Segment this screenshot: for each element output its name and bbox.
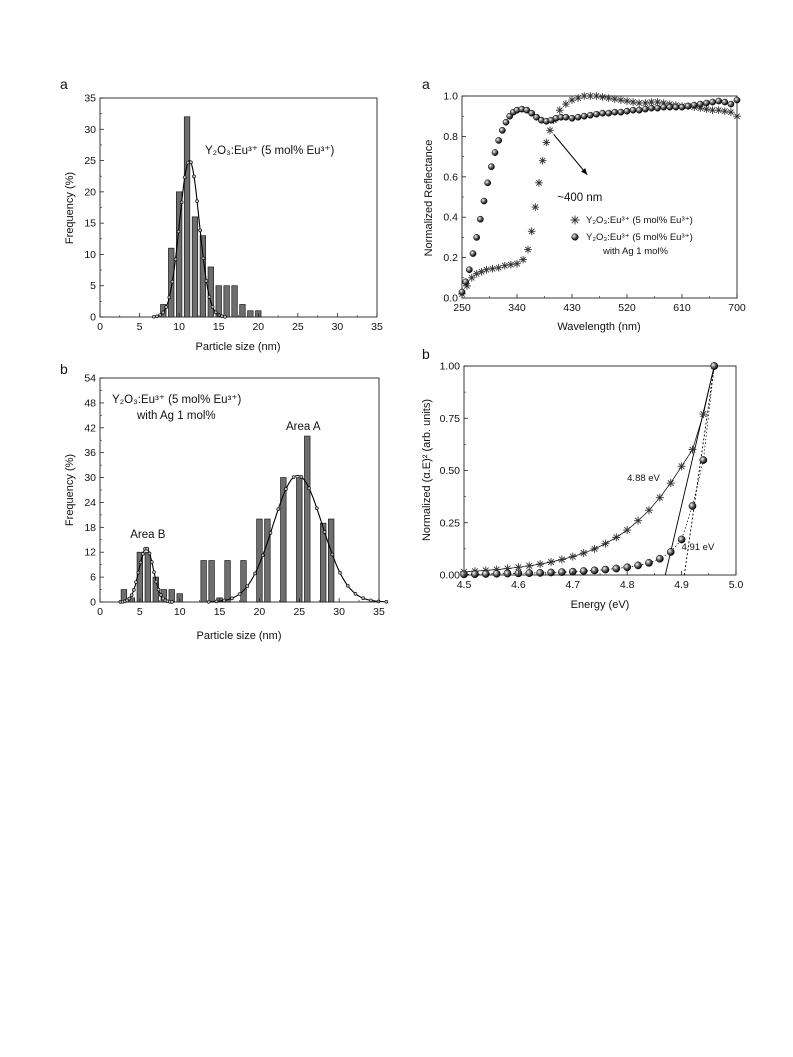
gaussian-fit-point [202,257,205,260]
plot-frame [100,98,377,317]
reflectance-point-ag [496,137,502,143]
gaussian-fit-point [246,585,249,588]
x-axis-title: Energy (eV) [570,599,630,611]
reflectance-point-ag [697,101,703,107]
x-tick-label: 10 [173,321,185,333]
tauc-point-ag [493,570,500,577]
gaussian-fit-point [153,571,156,574]
reflectance-point-ag [466,267,472,273]
gaussian-fit-point [141,552,144,555]
histogram-bar [145,552,151,602]
reflectance-point-ag [679,104,685,110]
reflectance-point-undoped [543,139,551,147]
tauc-point-undoped [536,560,544,568]
gaussian-fit-point [186,161,189,164]
x-tick-label: 5.0 [728,579,744,591]
tauc-point-ag [547,569,554,576]
gaussian-fit-point [132,588,135,591]
histogram-bar [241,561,247,602]
y-tick-label: 0.4 [443,211,458,224]
tauc-point-ag [645,559,652,566]
y-tick-label: 35 [84,92,96,105]
histogram-bar [265,519,271,602]
reflectance-point-undoped [513,260,521,268]
histogram-bar [257,519,263,602]
reflectance-point-undoped [495,264,503,272]
tauc-point-undoped [591,545,599,553]
reflectance-chart [420,78,750,348]
reflectance-point-undoped [532,203,540,211]
reflectance-point-ag [709,99,715,105]
gaussian-fit-point [128,597,131,600]
reflectance-point-ag [673,104,679,110]
reflectance-point-ag [488,164,494,170]
tauc-point-undoped [558,556,566,564]
area-label: Area B [130,528,166,541]
reflectance-point-ag [474,234,480,240]
tauc-point-ag [700,456,707,463]
x-tick-label: 35 [371,321,383,333]
x-tick-label: 15 [212,321,225,333]
gaussian-fit-point [308,487,311,490]
y-axis-title: Normalized (α.E)² (arb. units) [421,398,433,542]
panel-letter-b: b [60,361,68,377]
tauc-point-undoped [525,562,533,570]
y-tick-label: 30 [84,472,96,485]
gaussian-fit-point [292,476,295,479]
tauc-point-undoped [547,558,555,566]
annotation-text: ~400 nm [557,191,603,204]
gaussian-fit-point [139,561,142,564]
panel-letter-a-right: a [422,76,430,92]
reflectance-point-ag [477,216,483,222]
x-axis-title: Particle size (nm) [196,630,282,642]
tauc-point-ag [667,548,674,555]
gaussian-fit-point [207,600,210,603]
histogram-bar [184,117,190,317]
gaussian-fit-point [315,507,318,510]
reflectance-point-ag [485,180,491,186]
tauc-point-undoped [601,540,609,548]
tauc-point-ag [558,568,565,575]
gaussian-fit-point [346,584,349,587]
reflectance-point-undoped [546,127,554,135]
x-tick-label: 0 [97,321,103,333]
reflectance-point-ag [667,104,673,110]
histogram-a-plot [84,93,383,334]
tauc-series-line [464,366,714,572]
reflectance-point-ag [642,106,648,112]
reflectance-point-undoped [703,105,711,113]
gaussian-fit-point [196,200,199,203]
gaussian-fit-point [331,553,334,556]
gaussian-fit-point [277,508,280,511]
y-tick-label: 24 [84,496,96,509]
gaussian-fit-point [214,311,217,314]
x-tick-label: 30 [333,606,345,618]
reflectance-point-undoped [721,107,729,115]
legend-marker-ag [572,234,579,241]
x-tick-label: 4.6 [511,579,526,591]
panel-letter-b-right: b [422,346,430,362]
gaussian-fit-point [162,311,165,314]
tauc-point-ag [711,362,718,369]
gaussian-fit-point [323,530,326,533]
reflectance-point-undoped [535,179,543,187]
tauc-point-undoped [699,410,707,418]
histogram-bar [192,217,198,317]
reflectance-point-undoped [507,261,515,269]
reflectance-point-ag [581,113,587,119]
y-tick-label: 6 [90,571,96,584]
y-tick-label: 0.25 [439,517,460,530]
reflectance-point-ag [618,109,624,115]
histogram-bar [304,436,310,602]
reflectance-point-ag [661,104,667,110]
gaussian-fit-point [146,547,149,550]
gaussian-fit-point [385,600,388,603]
gaussian-fit-point [170,600,173,603]
x-tick-label: 4.8 [619,579,635,591]
histogram-bar [209,561,215,602]
gaussian-fit-point [180,201,183,204]
y-tick-label: 48 [84,397,96,410]
histogram-bar [328,519,334,602]
x-axis-title: Particle size (nm) [195,341,281,353]
reflectance-point-undoped [733,112,741,120]
reflectance-point-ag [587,112,593,118]
reflectance-point-undoped [654,98,662,106]
tauc-point-ag [624,564,631,571]
histogram-bar [296,478,302,602]
y-tick-label: 18 [84,521,96,534]
tauc-plot [440,361,744,592]
tauc-point-ag [504,570,511,577]
reflectance-point-ag [636,107,642,113]
reflectance-point-undoped [468,274,476,282]
x-tick-label: 5 [136,606,143,618]
y-tick-label: 0 [90,311,96,324]
reflectance-point-ag [648,105,654,111]
y-tick-label: 10 [84,248,96,261]
reflectance-point-undoped [593,92,601,100]
reflectance-point-ag [728,101,734,107]
reflectance-point-ag [499,127,505,133]
annotation-composition-line2: with Ag 1 mol% [137,410,216,422]
legend-label-ag-line2: with Ag 1 mol% [603,246,668,257]
gaussian-fit-point [199,229,202,232]
gaussian-fit-point [284,487,287,490]
gaussian-fit-point [261,554,264,557]
annotation-arrow-line [554,134,588,174]
gaussian-fit-point [148,552,151,555]
reflectance-point-ag [563,114,569,120]
gaussian-fit-point [193,175,196,178]
y-axis-title: Frequency (%) [64,453,76,527]
x-tick-label: 20 [253,606,266,618]
gaussian-fit-point [269,531,272,534]
gaussian-fit-point [177,230,180,233]
tauc-point-undoped [667,479,675,487]
gaussian-fit-point [254,572,257,575]
reflectance-point-ag [575,114,581,120]
tauc-point-ag [471,571,478,578]
reflectance-point-ag [630,107,636,113]
gaussian-fit-point [159,594,162,597]
tauc-series-line [464,366,714,574]
gaussian-fit-point [137,571,140,574]
reflectance-point-undoped [715,106,723,114]
tauc-point-ag [656,555,663,562]
gaussian-fit-point [223,599,226,602]
y-tick-label: 54 [84,372,96,385]
histogram-bar [225,561,231,602]
reflectance-point-ag [624,108,630,114]
x-tick-label: 4.7 [565,579,581,591]
reflectance-point-ag [716,98,722,104]
gaussian-fit-point [354,592,357,595]
x-tick-label: 430 [563,302,581,314]
tauc-point-ag [526,570,533,577]
gaussian-fit-point [220,315,223,318]
y-axis-title: Frequency (%) [64,171,76,245]
reflectance-point-undoped [519,256,527,264]
reflectance-point-undoped [611,95,619,103]
reflectance-point-ag [463,279,469,285]
reflectance-point-ag [691,102,697,108]
reflectance-point-undoped [599,93,607,101]
gaussian-fit-point [223,315,226,318]
x-tick-label: 4.5 [456,579,472,591]
reflectance-point-undoped [556,106,564,114]
reflectance-point-undoped [483,266,491,274]
tauc-point-undoped [656,494,664,502]
reflectance-point-undoped [623,97,631,105]
y-tick-label: 0.50 [439,465,460,477]
tauc-point-undoped [569,553,577,561]
y-tick-label: 0.75 [439,412,460,425]
reflectance-point-undoped [501,262,509,270]
x-axis-title: Wavelength (nm) [557,321,641,333]
tauc-point-undoped [634,517,642,525]
tauc-point-undoped [612,533,620,541]
reflectance-point-ag [470,250,476,256]
gaussian-fit-point [135,581,138,584]
gaussian-fit-point [208,295,211,298]
tauc-point-ag [602,566,609,573]
gaussian-fit-point [159,314,162,317]
x-tick-label: 4.9 [674,579,689,591]
y-tick-label: 1.0 [443,90,458,103]
tauc-chart [420,342,750,612]
annotation-composition: Y₂O₃:Eu³⁺ (5 mol% Eu³⁺) [205,145,335,157]
y-tick-label: 0.00 [439,569,460,582]
tauc-point-ag [482,570,489,577]
reflectance-point-ag [685,103,691,109]
bandgap-label: 4.88 eV [627,472,660,484]
x-tick-label: 520 [618,302,636,314]
reflectance-point-undoped [629,98,637,106]
histogram-a-chart [55,76,383,358]
x-tick-label: 0 [97,606,103,618]
bandgap-label: 4.91 eV [681,541,715,553]
histogram-b-plot [84,373,388,619]
x-tick-label: 340 [508,302,526,314]
reflectance-point-ag [612,109,618,115]
x-tick-label: 35 [373,606,385,618]
reflectance-point-undoped [605,94,613,102]
legend-marker-undoped [571,216,580,225]
tauc-point-ag [613,565,620,572]
reflectance-point-undoped [727,108,735,116]
x-tick-label: 20 [252,321,265,333]
legend-label-undoped: Y₂O₃:Eu³⁺ (5 mol% Eu³⁺) [586,215,693,226]
y-tick-label: 12 [84,546,96,559]
reflectance-point-ag [703,100,709,106]
reflectance-plot [443,91,746,315]
tauc-point-undoped [688,446,696,454]
histogram-b-chart [55,356,385,646]
y-tick-label: 5 [90,280,96,293]
gaussian-fit-point [189,161,192,164]
x-tick-label: 25 [292,321,304,333]
y-tick-label: 0.0 [443,292,458,305]
histogram-bar [224,286,230,317]
x-tick-label: 30 [331,321,344,333]
y-tick-label: 25 [84,155,96,168]
y-axis-title: Normalized Reflectance [423,139,435,257]
histogram-bar [200,236,206,317]
tauc-point-ag [591,567,598,574]
x-tick-label: 10 [173,606,186,618]
reflectance-point-ag [654,105,660,111]
gaussian-fit-point [215,600,218,603]
y-tick-label: 42 [84,422,96,435]
annotation-composition-line1: Y₂O₃:Eu³⁺ (5 mol% Eu³⁺) [112,394,242,406]
gaussian-fit-point [157,588,160,591]
tauc-point-ag [689,502,696,509]
gaussian-fit-point [174,258,177,261]
reflectance-point-undoped [524,246,532,254]
reflectance-point-undoped [568,96,576,104]
x-tick-label: 15 [213,606,226,618]
gaussian-fit-point [183,176,186,179]
legend-label-ag: Y₂O₃:Eu³⁺ (5 mol% Eu³⁺) [586,232,693,243]
x-tick-label: 5 [136,321,143,333]
gaussian-fit-point [238,593,241,596]
y-tick-label: 30 [84,123,96,136]
y-tick-label: 20 [84,186,96,199]
reflectance-point-undoped [574,94,582,102]
y-tick-label: 0.8 [443,130,458,143]
reflectance-point-ag [569,115,575,121]
reflectance-point-ag [481,198,487,204]
x-tick-label: 25 [293,606,306,618]
histogram-bar [240,304,246,317]
tauc-point-undoped [580,549,588,557]
y-tick-label: 0 [90,596,96,609]
tauc-point-undoped [623,526,631,534]
reflectance-point-undoped [562,100,570,108]
reflectance-point-ag [503,119,509,125]
y-tick-label: 1.00 [439,360,460,373]
reflectance-point-ag [599,110,605,116]
gaussian-fit-point [168,296,171,299]
gaussian-fit-point [155,315,158,318]
gaussian-fit-point [155,580,158,583]
reflectance-point-ag [492,149,498,155]
area-label: Area A [286,421,321,434]
reflectance-point-undoped [642,99,650,107]
x-tick-label: 610 [673,302,691,314]
reflectance-point-ag [722,99,728,105]
reflectance-point-undoped [528,228,536,236]
gaussian-fit-point [230,597,233,600]
x-tick-label: 700 [728,302,746,314]
tauc-point-undoped [645,506,653,514]
reflectance-point-undoped [539,157,547,165]
reflectance-point-undoped [617,96,625,104]
gaussian-fit-point [362,597,365,600]
y-tick-label: 36 [84,447,96,460]
gaussian-fit-point [205,279,208,282]
y-tick-label: 0.6 [443,171,458,184]
reflectance-point-undoped [489,265,497,273]
gaussian-fit-point [369,599,372,602]
gaussian-fit-point [300,475,303,478]
reflectance-point-ag [593,111,599,117]
histogram-bar [248,311,254,317]
gaussian-fit-point [339,571,342,574]
histogram-bar [232,286,238,317]
gaussian-fit-point [150,561,153,564]
reflectance-point-ag [734,97,740,103]
tauc-point-undoped [678,462,686,470]
tauc-point-ag [580,567,587,574]
y-tick-label: 15 [84,217,96,230]
reflectance-point-ag [606,110,612,116]
y-tick-label: 0.2 [443,252,458,265]
gaussian-fit-point [130,594,133,597]
gaussian-fit-point [165,306,168,309]
histogram-bar [201,561,207,602]
tauc-point-ag [537,569,544,576]
gaussian-fit-point [152,315,155,318]
tauc-point-ag [634,562,641,569]
x-tick-label: 250 [453,302,471,314]
gaussian-fit-point [171,280,174,283]
gaussian-fit-point [211,305,214,308]
panel-letter-a: a [60,76,68,92]
